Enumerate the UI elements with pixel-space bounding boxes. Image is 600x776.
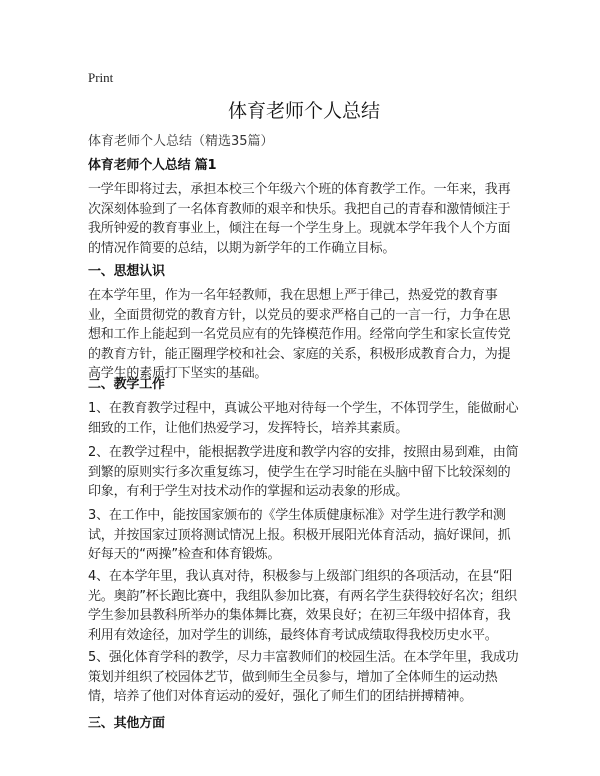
section-2-paragraph-2: 2、在教学过程中，能根据教学进度和教学内容的安排，按照由易到难，由简到繁的原则实行多次重复练习，使学生在学习时能在头脑中留下比较深刻的印象，有利于学生对技术动作的掌握和运动表象的形成。 [88,445,519,499]
section-2-paragraph-4: 4、在本学年里，我认真对待，积极参与上级部门组织的各项活动，在县“阳光。奥韵”杯长跑比赛中，我组队参加比赛，有两名学生获得较好名次；组织学生参加县教科所举办的集体舞比赛，效果良好；在初三年级中招体育，我利用有效途径，加对学生的训练，最终体育考试成绩取得我校历史水平。 [88,569,517,643]
article-heading: 体育老师个人总结 篇1 [88,158,217,173]
page-title: 体育老师个人总结 [227,100,380,122]
intro-paragraph: 一学年即将过去，承担本校三个年级六个班的体育教学工作。一年来，我再次深刻体验到了一名体育教师的艰辛和快乐。我把自己的青春和激情倾注于我所钟爱的教育事业上，倾注在每一个学生身上。现就本学年我个人个方面的情况作简要的总结，以期为新学年的工作确立目标。 [88,182,511,256]
section-heading-3: 三、其他方面 [88,716,165,731]
section-2-paragraph-3: 3、在工作中，能按国家颁布的《学生体质健康标准》对学生进行教学和测试，并按国家过顶将测试情况上报。积极开展阳光体育活动，搞好课间，抓好每天的“两操”检查和体育锻炼。 [88,508,511,562]
section-1-paragraph-1: 在本学年里，作为一名年轻教师，我在思想上严于律己，热爱党的教育事业，全面贯彻党的教育方针，以党员的要求严格自己的一言一行，力争在思想和工作上能起到一名党员应有的先锋模范作用。经常向学生和家长宣传党的教育方针，能正圈理学校和社会、家庭的关系，积极形成教育合力，为提高学生的素质打下坚实的基础。 [88,288,511,381]
section-heading-1: 一、思想认识 [88,264,165,279]
section-2-paragraph-1: 1、在教育教学过程中，真诚公平地对待每一个学生，不体罚学生，能做耐心细致的工作，让他们热爱学习，发挥特长，培养其素质。 [88,401,519,436]
section-2-paragraph-5: 5、强化体育学科的教学，尽力丰富教师们的校园生活。在本学年里，我成功策划并组织了校园体艺节，做到师生全员参与，增加了全体师生的运动热情，培养了他们对体育运动的爱好，强化了师生们的团结拼搏精神。 [88,650,519,704]
document-subtitle: 体育老师个人总结（精选35篇） [88,134,274,149]
print-label[interactable]: Print [88,70,114,85]
section-heading-2: 二、教学工作 [88,377,165,392]
